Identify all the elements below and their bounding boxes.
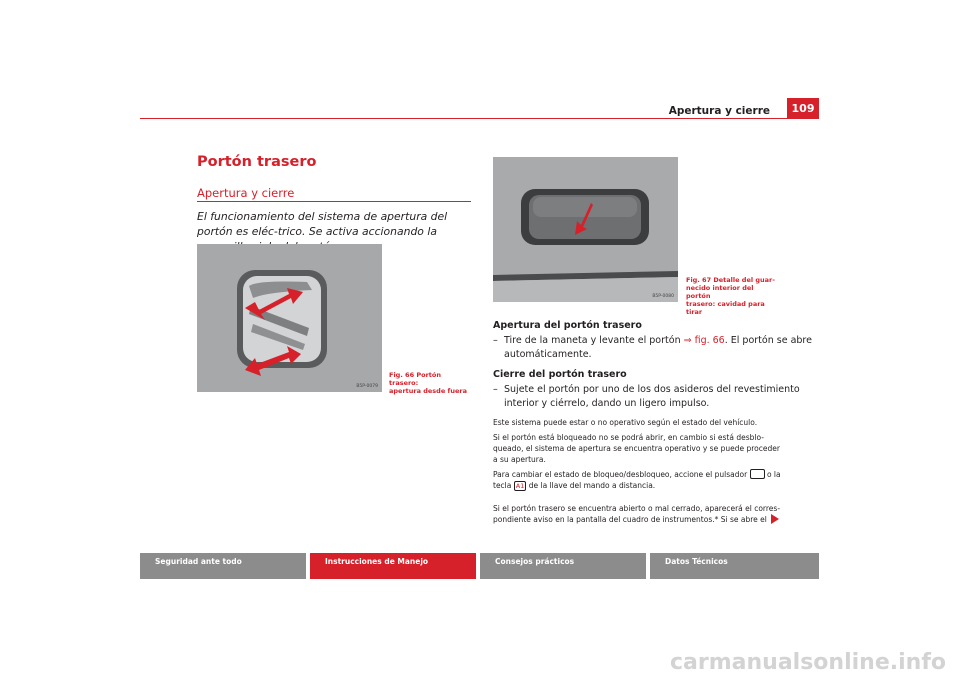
next-page-arrow-icon[interactable] xyxy=(771,514,779,524)
nav-tab-consejos[interactable]: Consejos prácticos xyxy=(480,553,646,579)
nav-tab-seguridad[interactable]: Seguridad ante todo xyxy=(140,553,306,579)
caption-line: Fig. 66 Portón trasero: xyxy=(389,371,441,387)
figure-67-caption xyxy=(686,276,776,316)
note-line xyxy=(493,469,781,480)
watermark-text: carmanualsonline.info xyxy=(670,650,946,675)
subsection-title: Apertura y cierre xyxy=(197,186,295,200)
note-line: Si el portón trasero se encuentra abierto o mal cerrado, aparecerá el corres- xyxy=(493,504,781,513)
tailgate-button-icon xyxy=(750,469,765,479)
page-number: 109 xyxy=(787,98,819,119)
opening-step-line1 xyxy=(504,334,812,348)
closing-step-line2: interior y ciérrelo, dando un ligero impulso. xyxy=(504,398,710,409)
figure-67-code: B5P-0080 xyxy=(652,294,674,299)
note-line: Si el portón está bloqueado no se podrá abrir, en cambio si está desblo- xyxy=(493,433,764,442)
note-text: o la xyxy=(764,470,781,479)
opening-step-line2: automáticamente. xyxy=(504,349,592,360)
note-text: Para cambiar el estado de bloqueo/desbloqueo, accione el pulsador xyxy=(493,470,750,479)
dash: – xyxy=(493,335,498,346)
figure-66-code: B5P-0079 xyxy=(356,384,378,389)
tailgate-handle-illustration xyxy=(197,244,382,392)
note-text: tecla xyxy=(493,481,514,490)
note-p4 xyxy=(493,503,780,525)
header-rule xyxy=(140,118,819,119)
note-line: a su apertura. xyxy=(493,455,546,464)
opening-step xyxy=(493,334,812,362)
opening-heading: Apertura del portón trasero xyxy=(493,320,642,331)
caption-line: trasero: cavidad para tirar xyxy=(686,300,765,316)
nav-tab-instrucciones[interactable]: Instrucciones de Manejo xyxy=(310,553,476,579)
note-p3 xyxy=(493,469,781,491)
section-title: Portón trasero xyxy=(197,154,317,170)
figure-66-tailgate-handle xyxy=(197,244,382,392)
handle-recess-illustration xyxy=(493,157,678,302)
figure-66-caption xyxy=(389,371,471,395)
note-line xyxy=(493,480,781,491)
caption-line: apertura desde fuera xyxy=(389,387,467,395)
key-a1-icon: A1 xyxy=(515,482,525,490)
caption-line: Fig. 67 Detalle del guar- xyxy=(686,276,775,284)
subsection-rule xyxy=(197,201,471,202)
intro-paragraph: El funcionamiento del sistema de apertura del portón es eléc-trico. Se activa accionando la xyxy=(197,210,448,238)
note-line: pondiente aviso en la pantalla del cuadro de instrumentos.* Si se abre el xyxy=(493,515,767,524)
note-p1: Este sistema puede estar o no operativo según el estado del vehículo. xyxy=(493,418,758,427)
closing-heading: Cierre del portón trasero xyxy=(493,369,627,380)
figure-67-handle-recess xyxy=(493,157,678,302)
note-p2 xyxy=(493,432,780,465)
note-text: de la llave del mando a distancia. xyxy=(526,481,656,490)
note-line: queado, el sistema de apertura se encuentra operativo y se puede proceder xyxy=(493,444,780,453)
closing-step-line1: Sujete el portón por uno de los dos asideros del revestimiento xyxy=(504,384,800,395)
caption-line: necido interior del portón xyxy=(686,284,754,300)
fig-66-link[interactable]: ⇒ fig. 66 xyxy=(683,335,725,346)
step-text: . El portón se abre xyxy=(724,335,812,346)
closing-step xyxy=(493,383,800,411)
running-header-title: Apertura y cierre xyxy=(668,105,770,117)
dash: – xyxy=(493,384,498,395)
step-text: Tire de la maneta y levante el portón xyxy=(504,335,684,346)
nav-tab-datos[interactable]: Datos Técnicos xyxy=(650,553,819,579)
